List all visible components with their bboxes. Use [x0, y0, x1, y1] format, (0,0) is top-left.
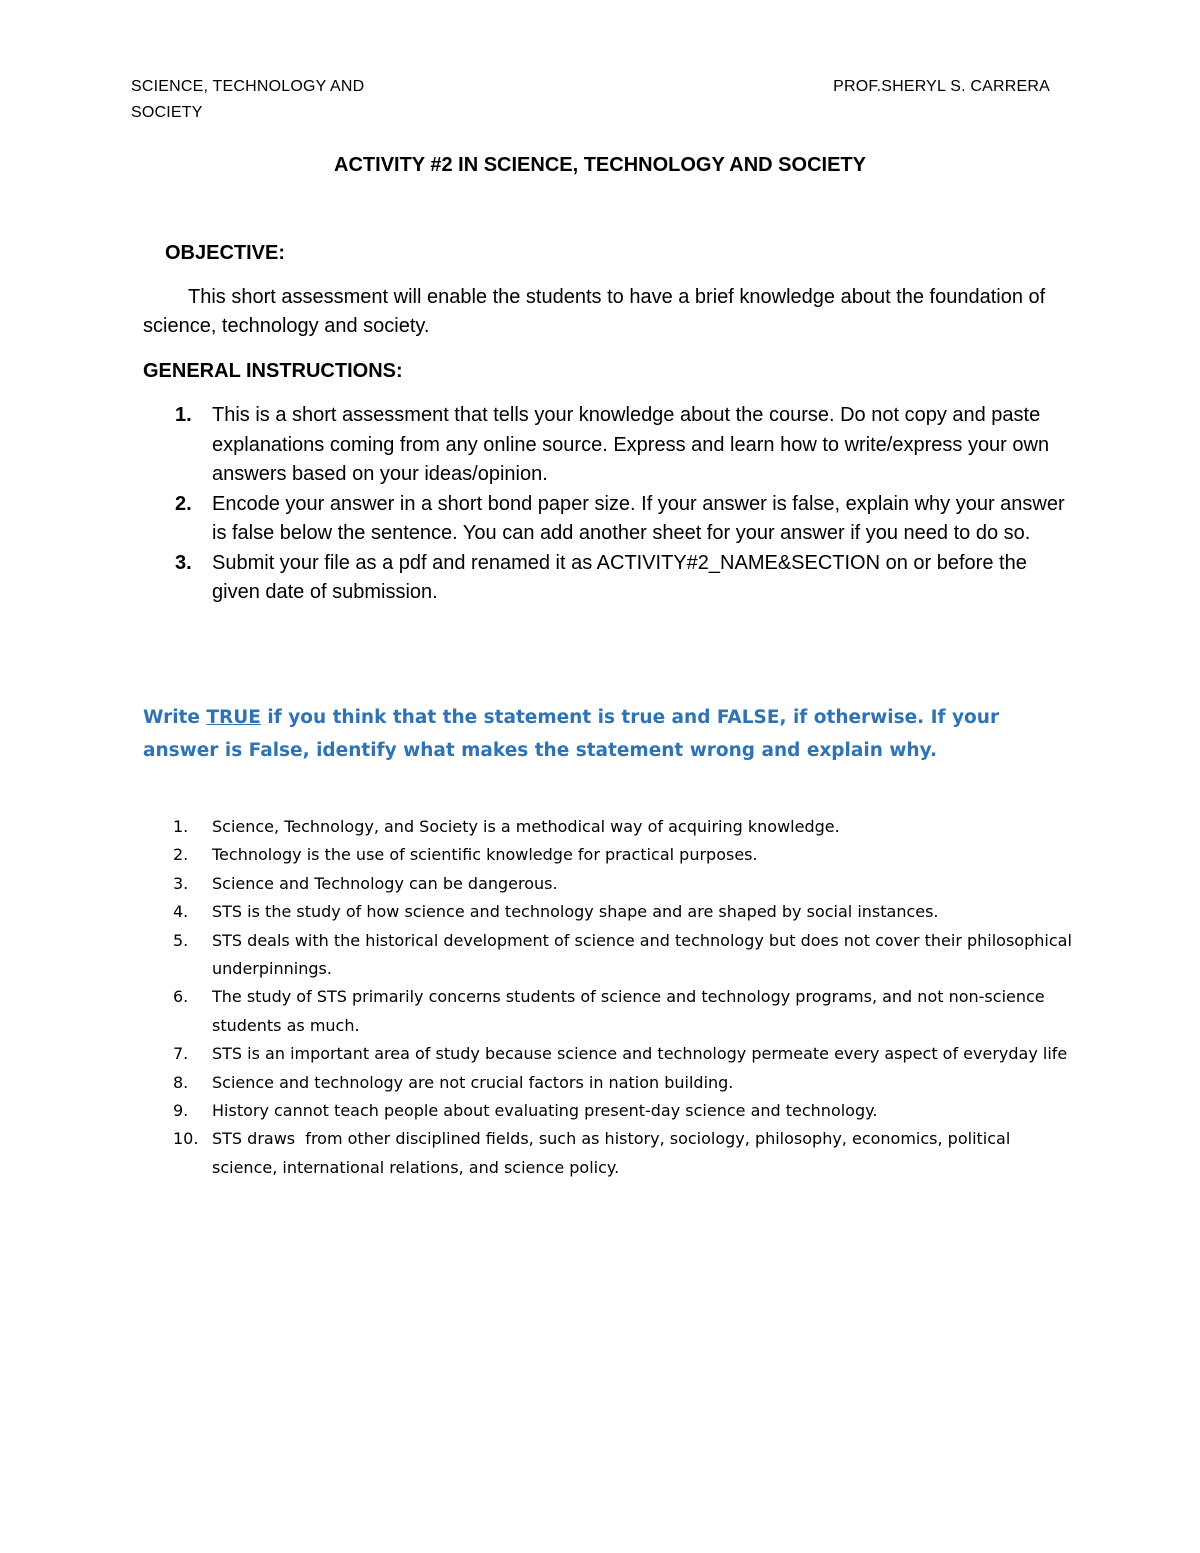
statement-text: Science and Technology can be dangerous. [212, 873, 558, 893]
statement-number: 8. [173, 1072, 189, 1092]
instruction-number: 1. [175, 404, 192, 426]
statement-number: 5. [173, 930, 189, 950]
statement-number: 3. [173, 873, 189, 893]
general-instructions-list [143, 401, 1073, 608]
statement-number: 6. [173, 987, 189, 1007]
statement-item [143, 813, 1073, 841]
statement-text: Technology is the use of scientific knowledge for practical purposes. [212, 845, 758, 865]
header-professor-name: PROF.SHERYL S. CARRERA [833, 78, 1050, 95]
statement-number: 9. [173, 1101, 189, 1121]
statement-item [143, 927, 1073, 984]
statement-text: STS draws from other disciplined fields, such as history, sociology, philosophy, economics, political science, international relations, and science policy. [212, 1129, 1016, 1177]
objective-text: This short assessment will enable the students to have a brief knowledge about the foundation of science, technology and society. [143, 286, 1046, 337]
statement-item [143, 898, 1073, 926]
statement-item [143, 841, 1073, 869]
statement-text: STS is the study of how science and technology shape and are shaped by social instances. [212, 902, 939, 922]
instruction-text: Encode your answer in a short bond paper size. If your answer is false, explain why your answer is false below the sentence. You can add another sheet for your answer if you need to do so. [212, 492, 1065, 544]
instruction-text: Submit your file as a pdf and renamed it as ACTIVITY#2_NAME&SECTION on or before the given date of submission. [212, 551, 1027, 603]
directions-prefix: Write [143, 707, 207, 728]
objective-heading: OBJECTIVE: [165, 242, 286, 264]
statement-text: Science and technology are not crucial factors in nation building. [212, 1072, 734, 1092]
statement-item [143, 1097, 1073, 1125]
statement-text: STS deals with the historical development of science and technology but does not cover their philosophical underpinnings. [212, 930, 1072, 979]
instruction-number: 2. [175, 492, 192, 515]
directions-true-underlined: TRUE [206, 707, 261, 728]
instruction-item [143, 549, 1073, 608]
page-title: ACTIVITY #2 IN SCIENCE, TECHNOLOGY AND SOCIETY [334, 154, 866, 176]
instruction-text: This is a short assessment that tells your knowledge about the course. Do not copy and paste explanations coming from any online source. Express and learn how to write/express your own answers based on your ideas/opinion. [212, 404, 1050, 485]
statement-number: 1. [173, 817, 189, 836]
statement-item [143, 1125, 1073, 1182]
instruction-item [143, 490, 1073, 549]
statement-item [143, 983, 1073, 1040]
statement-text: History cannot teach people about evaluating present-day science and technology. [212, 1101, 878, 1121]
instruction-item [143, 401, 1073, 490]
statement-number: 4. [173, 902, 189, 922]
directions-rest: if you think that the statement is true and FALSE, if otherwise. If your answer is False, identify what makes the statement wrong and explain why. [143, 707, 1000, 761]
instruction-number: 3. [175, 551, 192, 574]
statement-item [143, 1040, 1073, 1068]
statement-number: 2. [173, 845, 189, 865]
statement-item [143, 1069, 1073, 1097]
statement-item [143, 870, 1073, 898]
header-course-title: SCIENCE, TECHNOLOGY AND SOCIETY [131, 78, 365, 121]
general-instructions-heading: GENERAL INSTRUCTIONS: [143, 360, 403, 382]
statement-text: The study of STS primarily concerns students of science and technology programs, and not non-science students as much. [212, 987, 1045, 1035]
true-false-directions [143, 701, 1073, 767]
statement-number: 10. [173, 1129, 199, 1149]
statements-list [143, 813, 1073, 1182]
statement-text: STS is an important area of study because science and technology permeate every aspect of everyday life [212, 1044, 1068, 1064]
statement-text: Science, Technology, and Society is a methodical way of acquiring knowledge. [212, 817, 840, 836]
statement-number: 7. [173, 1044, 189, 1064]
